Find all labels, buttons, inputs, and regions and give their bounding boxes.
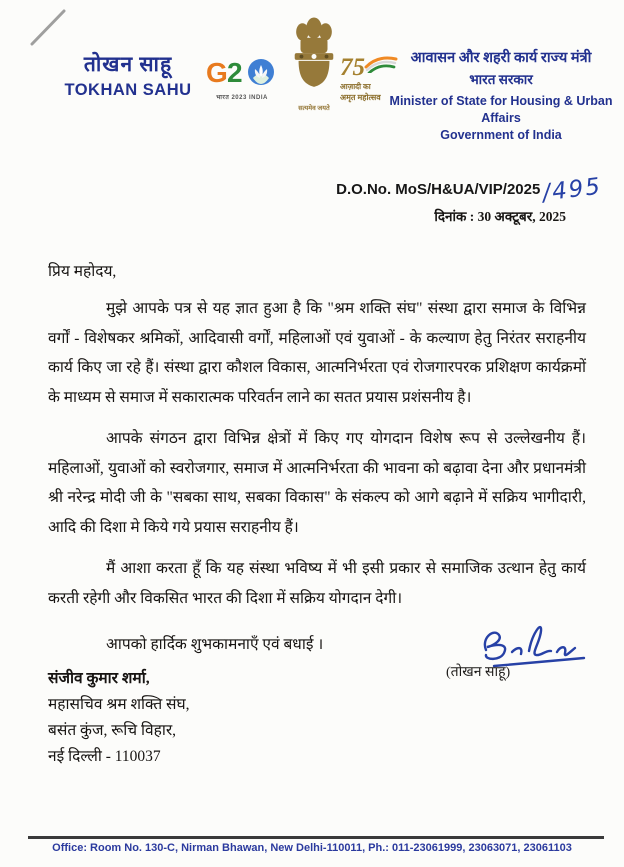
pen-stroke-mark	[22, 4, 74, 50]
recipient-name: संजीव कुमार शर्मा,	[48, 670, 150, 687]
recipient-address-block	[48, 666, 190, 770]
salutation: प्रिय महोदय,	[48, 263, 117, 280]
state-emblem-of-india	[286, 16, 342, 112]
recipient-city-pincode: नई दिल्ली - 110037	[48, 748, 161, 766]
date-line: दिनांक : 30 अक्टूबर, 2025	[434, 209, 566, 224]
government-hindi: भारत सरकार	[469, 71, 533, 87]
signed-name: (तोखन साहू)	[446, 665, 511, 680]
do-number-line	[336, 173, 604, 207]
svg-text:2: 2	[227, 57, 243, 87]
g20-logo-subtext: भारत 2023 INDIA	[216, 95, 268, 101]
letter-body	[48, 257, 586, 671]
handwritten-letter-number: /495	[541, 173, 604, 207]
footer-divider	[28, 836, 604, 839]
svg-text:G: G	[206, 57, 228, 87]
government-english: Government of India	[440, 127, 562, 142]
ashoka-lion-capital-icon	[287, 16, 341, 98]
amrit-text-line2: अमृत महोत्सव	[340, 93, 381, 102]
g20-logo-icon	[206, 57, 278, 87]
paragraph-3: मैं आशा करता हूँ कि यह संस्था भविष्य में भी इसी प्रकार से समाजिक उत्थान हेतु कार्य करती रहेगी और विकसित भारत की दिशा में सक्रिय योगदान देगी।	[48, 559, 586, 607]
g20-india-logo	[205, 57, 279, 101]
paragraph-1: मुझे आपके पत्र से यह ज्ञात हुआ है कि "श्रम शक्ति संघ" संस्था द्वारा समाज के विभिन्न वर्गों - विशेषकर श्रमिकों, आदिवासी वर्गों, महिलाओं एवं युवाओं - के कल्याण हेतु निरंतर सराहनीय कार्य किए जा रहे हैं। संस्था द्वारा कौशल विकास, आत्मनिर्भरता एवं रोजगारपरक प्रशिक्षण कार्यक्रमों के माध्यम से समाज में सकारात्मक परिवर्तन लाने का सतत प्रयास प्रशंसनीय है।	[48, 299, 586, 406]
minister-name-hindi: तोखन साहू	[83, 52, 173, 76]
minister-name-block	[58, 50, 198, 100]
ministry-title-hindi: आवासन और शहरी कार्य राज्य मंत्री	[410, 50, 592, 66]
signature-block	[430, 612, 600, 692]
emblem-motto: सत्यमेव जयते	[298, 105, 330, 112]
do-number: D.O.No. MoS/H&UA/VIP/2025	[336, 181, 541, 198]
recipient-designation: महासचिव श्रम शक्ति संघ,	[48, 696, 190, 714]
paragraph-4: आपको हार्दिक शुभकामनाएँ एवं बधाई ।	[106, 636, 324, 654]
paragraph-2: आपके संगठन द्वारा विभिन्न क्षेत्रों में किए गए योगदान विशेष रूप से उल्लेखनीय हैं। महिलाओं, युवाओं को स्वरोजगार, समाज में आत्मनिर्भरता की भावना को बढ़ावा देना और प्रधानमंत्री श्री नरेन्द्र मोदी जी के "सबका साथ, सबका विकास" के संकल्प को आगे बढ़ाने में सक्रिय भागीदारी, आदि की दिशा मे किये गये प्रयास सराहनीय हैं।	[48, 429, 586, 536]
amrit-text-line1: आज़ादी का	[340, 82, 371, 91]
ministry-title-english: Minister of State for Housing & Urban Affairs	[389, 94, 613, 125]
office-address-footer: Office: Room No. 130-C, Nirman Bhawan, New Delhi-110011, Ph.: 011-23061999, 23063071, 23061103	[52, 842, 572, 854]
ministry-title-block	[386, 48, 616, 144]
letterhead	[0, 0, 624, 150]
minister-name-english: TOKHAN SAHU	[64, 81, 192, 99]
recipient-address-line: बसंत कुंज, रूचि विहार,	[48, 722, 177, 740]
amrit-75-number: 75	[340, 54, 365, 81]
